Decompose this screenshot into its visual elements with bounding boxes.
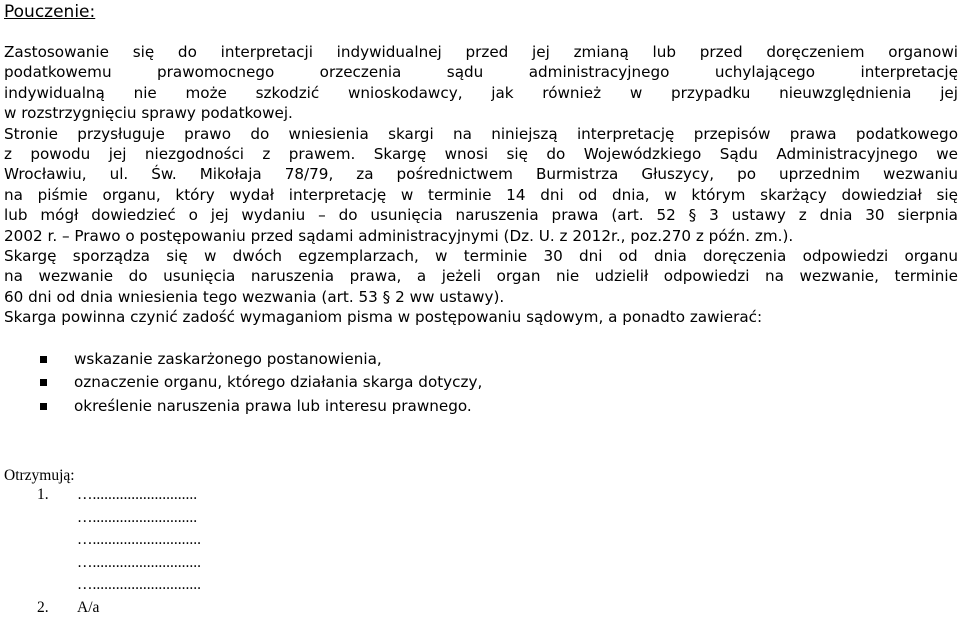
recipient-text: …........................... (77, 509, 197, 527)
recipient-row (4, 554, 75, 577)
list-item-text: wskazanie zaskarżonego postanowienia, (74, 350, 382, 368)
heading-pouczenie: Pouczenie: (4, 2, 95, 22)
text-line: indywidualną nie może szkodzić wnioskodawcy, jak również w przypadku nieuwzględnienia jej (4, 83, 958, 103)
text-line: Skarga powinna czynić zadość wymaganiom pisma w postępowaniu sądowym, a ponadto zawierać: (4, 307, 958, 327)
text-line: Skargę sporządza się w dwóch egzemplarzach, w terminie 30 dni od dnia doręczenia odpowiedzi organu (4, 246, 958, 266)
text-line: na wezwanie do usunięcia naruszenia prawa, a jeżeli organ nie udzielił odpowiedzi na wezwanie, terminie (4, 266, 958, 286)
recipient-text: A/a (77, 599, 99, 617)
list-item-text: oznaczenie organu, którego działania skarga dotyczy, (74, 373, 482, 391)
recipient-row (4, 509, 75, 532)
recipients-section (4, 466, 75, 621)
recipient-text: …............................ (77, 531, 201, 549)
text-line: 60 dni od dnia wniesienia tego wezwania (art. 53 § 2 ww ustawy). (4, 287, 958, 307)
list-item-text: określenie naruszenia prawa lub interesu prawnego. (74, 397, 472, 415)
recipient-text: …............................ (77, 554, 201, 572)
recipients-title: Otrzymują: (4, 466, 75, 486)
recipient-row (4, 576, 75, 599)
recipient-row (4, 531, 75, 554)
square-bullet-icon (40, 379, 47, 386)
list-item (40, 371, 482, 394)
text-line: lub mógł dowiedzieć o jej wydaniu – do usunięcia naruszenia prawa (art. 52 § 3 ustawy z dnia 30 sierpnia (4, 205, 958, 225)
square-bullet-icon (40, 403, 47, 410)
requirements-list (40, 348, 482, 418)
text-line: podatkowemu prawomocnego orzeczenia sądu administracyjnego uchylającego interpretację (4, 62, 958, 82)
recipient-number: 1. (37, 486, 49, 504)
list-item (40, 395, 482, 418)
recipient-text: …............................ (77, 576, 201, 594)
text-line: Wrocławiu, ul. Św. Mikołaja 78/79, za pośrednictwem Burmistrza Głuszycy, po uprzednim wezwaniu (4, 164, 958, 184)
recipient-number: 2. (37, 599, 49, 617)
text-line: Stronie przysługuje prawo do wniesienia skargi na niniejszą interpretację przepisów prawa podatkowego (4, 124, 958, 144)
text-line: w rozstrzygnięciu sprawy podatkowej. (4, 103, 958, 123)
text-line: na piśmie organu, który wydał interpretację w terminie 14 dni od dnia, w którym skarżący dowiedział się (4, 185, 958, 205)
text-line: z powodu jej niezgodności z prawem. Skargę wnosi się do Wojewódzkiego Sądu Administracyjnego we (4, 144, 958, 164)
recipient-row (4, 486, 75, 509)
text-line: 2002 r. – Prawo o postępowaniu przed sądami administracyjnymi (Dz. U. z 2012r., poz.270 z późn. zm.). (4, 226, 958, 246)
list-item (40, 348, 482, 371)
text-line: Zastosowanie się do interpretacji indywidualnej przed jej zmianą lub przed doręczeniem organowi (4, 42, 958, 62)
square-bullet-icon (40, 356, 47, 363)
recipient-text: …........................... (77, 486, 197, 504)
recipient-row (4, 599, 75, 621)
instruction-paragraphs (4, 42, 958, 328)
